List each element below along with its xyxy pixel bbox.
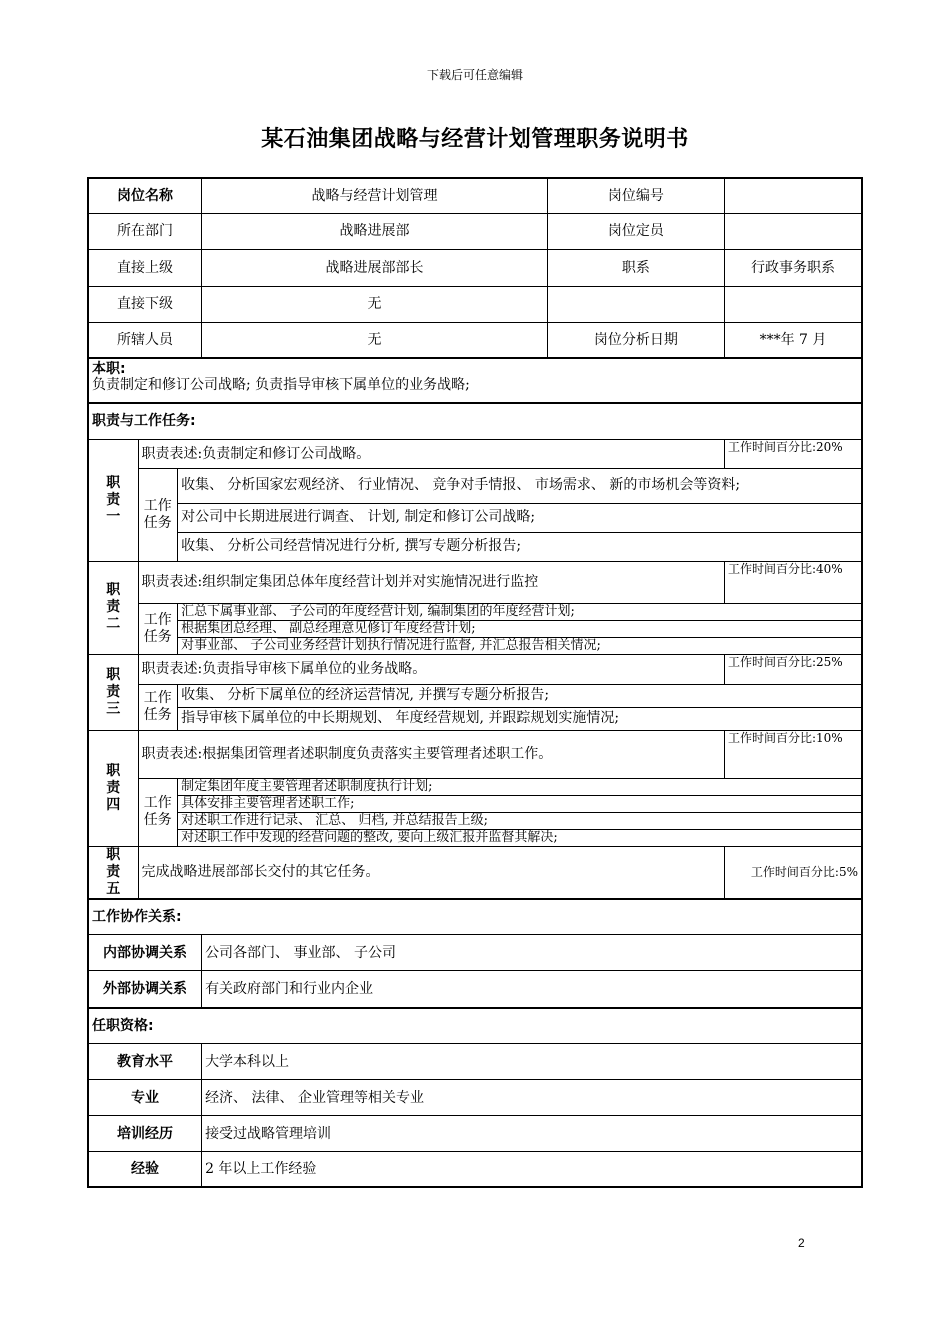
duty-1-task-2: 对公司中长期进展进行调查、 计划, 制定和修订公司战略;	[178, 503, 862, 532]
label-staff: 所辖人员	[88, 322, 202, 358]
duty-2-pct: 工作时间百分比:40%	[724, 561, 862, 603]
duty-1-pct: 工作时间百分比:20%	[724, 439, 862, 468]
label-analysis-date: 岗位分析日期	[547, 322, 724, 358]
value-experience: 2 年以上工作经验	[202, 1152, 862, 1187]
label-headcount: 岗位定员	[547, 213, 724, 249]
duty-4-pct: 工作时间百分比:10%	[724, 730, 862, 778]
page-number: 2	[798, 1236, 805, 1250]
label-education: 教育水平	[88, 1044, 202, 1080]
duty-1-task-label: 工作 任务	[138, 468, 178, 561]
value-position-name: 战略与经营计划管理	[202, 178, 548, 213]
duty-4-task-1: 制定集团年度主要管理者述职制度执行计划;	[178, 778, 862, 795]
summary-text: 负责制定和修订公司战略; 负责指导审核下属单位的业务战略;	[92, 377, 470, 393]
duties-section-label: 职责与工作任务:	[88, 403, 862, 439]
value-training: 接受过战略管理培训	[202, 1116, 862, 1152]
duty-5-name: 职 责 五	[88, 846, 138, 899]
qualifications-section-label: 任职资格:	[88, 1008, 862, 1044]
page-header: 下载后可任意编辑	[426, 68, 523, 82]
label-internal: 内部协调关系	[88, 935, 202, 971]
label-external: 外部协调关系	[88, 971, 202, 1008]
value-department: 战略进展部	[202, 213, 548, 249]
label-subordinate: 直接下级	[88, 286, 202, 322]
duty-1-desc: 职责表述:负责制定和修订公司战略。	[138, 439, 724, 468]
label-experience: 经验	[88, 1152, 202, 1187]
empty-label	[547, 286, 724, 322]
duty-3-pct: 工作时间百分比:25%	[724, 654, 862, 684]
duty-1-name: 职 责 一	[88, 439, 138, 561]
summary-cell	[88, 358, 862, 403]
duty-4-task-2: 具体安排主要管理者述职工作;	[178, 795, 862, 812]
duty-2-task-label: 工作 任务	[138, 603, 178, 654]
duty-1-task-3: 收集、 分析公司经营情况进行分析, 撰写专题分析报告;	[178, 532, 862, 561]
label-job-family: 职系	[547, 249, 724, 286]
duty-3-task-label: 工作 任务	[138, 684, 178, 730]
duty-4-task-3: 对述职工作进行记录、 汇总、 归档, 并总结报告上级;	[178, 812, 862, 829]
duty-3-name: 职 责 三	[88, 654, 138, 730]
value-job-family: 行政事务职系	[724, 249, 862, 286]
label-supervisor: 直接上级	[88, 249, 202, 286]
duty-5-pct: 工作时间百分比:5%	[724, 846, 862, 899]
duty-5-desc: 完成战略进展部部长交付的其它任务。	[138, 846, 724, 899]
duty-3-task-1: 收集、 分析下属单位的经济运营情况, 并撰写专题分析报告;	[178, 684, 862, 707]
value-internal: 公司各部门、 事业部、 子公司	[202, 935, 862, 971]
summary-label: 本职:	[92, 361, 126, 377]
label-position-id: 岗位编号	[547, 178, 724, 213]
value-education: 大学本科以上	[202, 1044, 862, 1080]
duty-2-task-2: 根据集团总经理、 副总经理意见修订年度经营计划;	[178, 620, 862, 637]
duty-2-task-1: 汇总下属事业部、 子公司的年度经营计划, 编制集团的年度经营计划;	[178, 603, 862, 620]
label-training: 培训经历	[88, 1116, 202, 1152]
duty-2-task-3: 对事业部、 子公司业务经营计划执行情况进行监督, 并汇总报告相关情况;	[178, 637, 862, 654]
duty-3-task-2: 指导审核下属单位的中长期规划、 年度经营规划, 并跟踪规划实施情况;	[178, 707, 862, 730]
label-department: 所在部门	[88, 213, 202, 249]
duty-4-task-label: 工作 任务	[138, 778, 178, 846]
duty-4-desc: 职责表述:根据集团管理者述职制度负责落实主要管理者述职工作。	[138, 730, 724, 778]
duty-2-name: 职 责 二	[88, 561, 138, 654]
value-major: 经济、 法律、 企业管理等相关专业	[202, 1080, 862, 1116]
value-analysis-date: ***年 7 月	[724, 322, 862, 358]
duty-2-desc: 职责表述:组织制定集团总体年度经营计划并对实施情况进行监控	[138, 561, 724, 603]
value-subordinate: 无	[202, 286, 548, 322]
value-headcount	[724, 213, 862, 249]
label-major: 专业	[88, 1080, 202, 1116]
value-staff: 无	[202, 322, 548, 358]
duty-4-name: 职 责 四	[88, 730, 138, 846]
label-position-name: 岗位名称	[88, 178, 202, 213]
empty-value	[724, 286, 862, 322]
value-external: 有关政府部门和行业内企业	[202, 971, 862, 1008]
relations-section-label: 工作协作关系:	[88, 899, 862, 935]
job-description-table	[87, 177, 863, 1188]
value-position-id	[724, 178, 862, 213]
duty-1-task-1: 收集、 分析国家宏观经济、 行业情况、 竞争对手情报、 市场需求、 新的市场机会等资料;	[178, 468, 862, 503]
duty-4-task-4: 对述职工作中发现的经营问题的整改, 要向上级汇报并监督其解决;	[178, 829, 862, 846]
value-supervisor: 战略进展部部长	[202, 249, 548, 286]
duty-3-desc: 职责表述:负责指导审核下属单位的业务战略。	[138, 654, 724, 684]
document-title: 某石油集团战略与经营计划管理职务说明书	[261, 127, 689, 152]
